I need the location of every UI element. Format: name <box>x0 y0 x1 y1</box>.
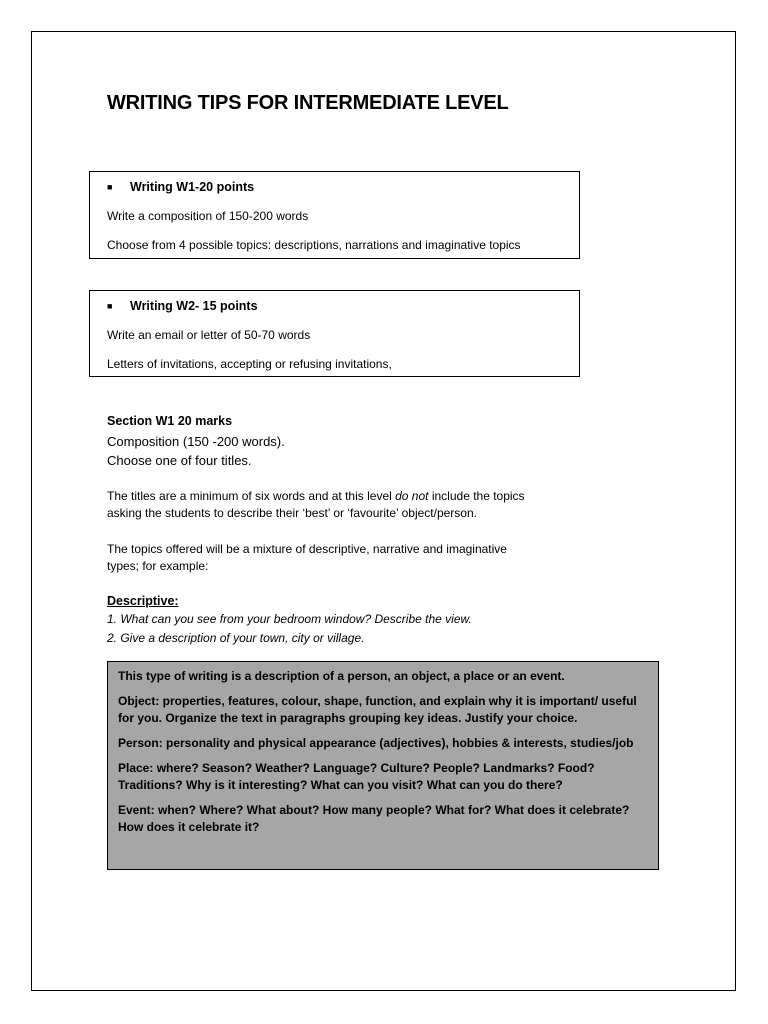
writing-w1-line2: Choose from 4 possible topics: descriptions, narrations and imaginative topics <box>107 238 521 252</box>
description-tips-box <box>107 661 659 870</box>
section-line2: Choose one of four titles. <box>107 453 252 468</box>
descriptive-example-1: 1. What can you see from your bedroom window? Describe the view. <box>107 612 472 626</box>
writing-w1-heading <box>107 180 255 194</box>
topics-paragraph: The topics offered will be a mixture of descriptive, narrative and imaginative types; for example: <box>107 542 507 573</box>
writing-w2-box <box>89 290 580 377</box>
tips-person: Person: personality and physical appearance (adjectives), hobbies & interests, studies/job <box>118 736 634 750</box>
section-heading: Section W1 20 marks <box>107 414 233 428</box>
square-bullet-icon: ■ <box>107 182 113 192</box>
writing-w1-box <box>89 171 580 259</box>
page-title: WRITING TIPS FOR INTERMEDIATE LEVEL <box>107 92 509 114</box>
writing-w2-line2: Letters of invitations, accepting or refusing invitations, <box>107 357 392 371</box>
writing-w2-heading <box>107 299 258 313</box>
tips-event: Event: when? Where? What about? How many people? What for? What does it celebrate? How does it celebrate it? <box>118 803 630 834</box>
titles-paragraph-emphasis: do not <box>395 489 429 503</box>
descriptive-example-2: 2. Give a description of your town, city or village. <box>107 631 365 645</box>
titles-paragraph-part1: The titles are a minimum of six words and at this level <box>107 489 396 503</box>
titles-paragraph-part2: include the topics asking the students to describe their ‘best’ or ‘favourite’ object/person. <box>107 489 525 520</box>
descriptive-heading: Descriptive: <box>107 594 179 608</box>
writing-w1-heading-text: Writing W1-20 points <box>130 180 255 194</box>
section-line1: Composition (150 -200 words). <box>107 434 285 449</box>
tips-object: Object: properties, features, colour, shape, function, and explain why it is important/ useful for you. Organize the text in paragraphs grouping key ideas. Justify your choice. <box>118 694 637 725</box>
square-bullet-icon: ■ <box>107 301 113 311</box>
writing-w2-heading-text: Writing W2- 15 points <box>130 299 258 313</box>
tips-place: Place: where? Season? Weather? Language? Culture? People? Landmarks? Food? Traditions? Why is it interesting? What can you visit? What can you do there? <box>118 761 595 792</box>
writing-w1-line1: Write a composition of 150-200 words <box>107 209 309 223</box>
titles-paragraph <box>107 488 537 522</box>
writing-w2-line1: Write an email or letter of 50-70 words <box>107 328 311 342</box>
tips-intro: This type of writing is a description of a person, an object, a place or an event. <box>118 669 565 683</box>
